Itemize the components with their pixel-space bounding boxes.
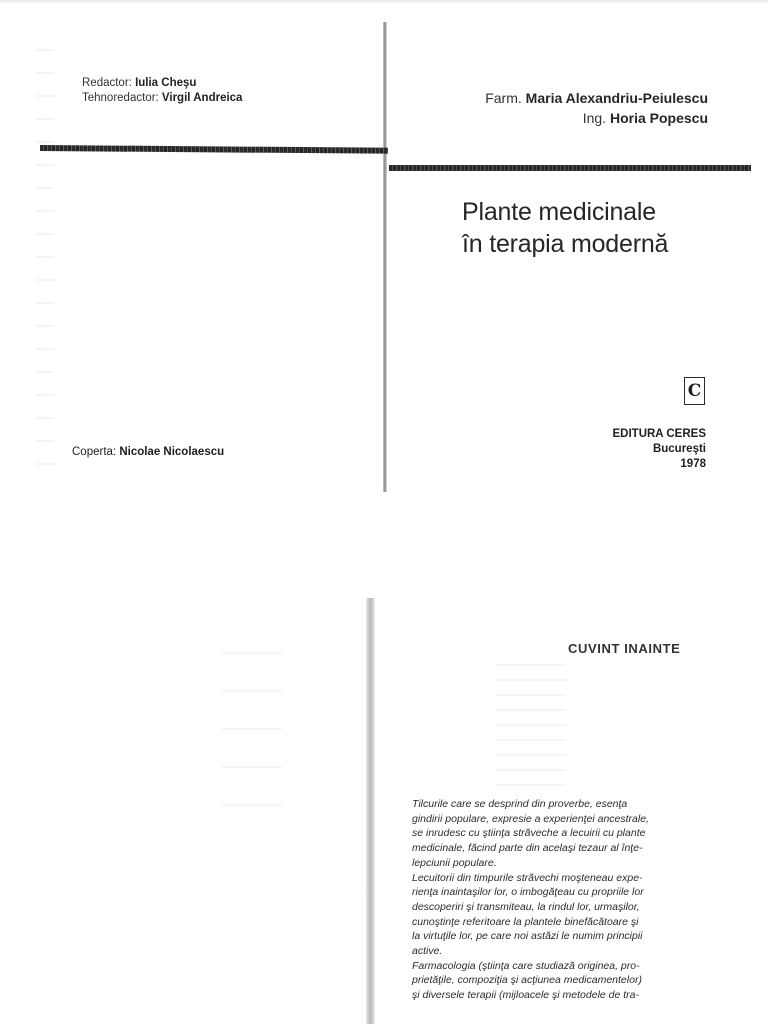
text-line: cunoştinţe referitoare la plantele binefăcătoare şi (412, 915, 639, 928)
text-line: Tilcurile care se desprind din proverbe, esenţa (412, 798, 628, 810)
author-2: Ing. Horia Popescu (582, 110, 708, 126)
credit-layout: Tehnoredactor: Virgil Andreica (82, 92, 243, 104)
book-title (462, 196, 668, 260)
publication-year: 1978 (680, 458, 706, 470)
text-line: medicinale, făcind parte din acelaşi tezaur al înţe- (412, 842, 643, 855)
page-fold-top (383, 22, 387, 492)
text-line: descoperiri şi transmiteau, la rindul lor, urmaşilor, (412, 900, 640, 913)
text-line: gindirii populare, expresie a experienţei ancestrale, (412, 812, 649, 825)
text-line: se inrudesc cu ştiinţa străveche a lecuirii cu plante (412, 827, 646, 840)
publisher-info (613, 427, 707, 472)
text-line: la virtuţile lor, pe care noi astăzi le numim principii (412, 930, 643, 943)
text-line: Lecuitorii din timpurile străvechi moşteneau expe- (412, 871, 643, 884)
book-title-line-2: în terapia modernă (462, 230, 669, 258)
publisher-city: Bucureşti (652, 443, 706, 455)
page-fold-bottom (366, 598, 375, 1024)
credit-editor: Redactor: Iulia Cheşu (82, 77, 197, 89)
foreword-body (412, 797, 694, 1003)
scan-edge (0, 0, 768, 4)
decorative-rule-left (40, 145, 388, 154)
decorative-rule-right (389, 165, 751, 171)
bleed-through-marks (496, 656, 566, 786)
bleed-through-marks (222, 640, 282, 820)
editorial-credits (82, 76, 242, 106)
author-1: Farm. Maria Alexandriu-Peiulescu (485, 90, 708, 106)
text-line: active. (412, 945, 443, 958)
text-line: lepciunii populare. (412, 856, 497, 869)
publisher-name: EDITURA CERES (612, 428, 706, 440)
text-line: Farmacologia (ştiinţa care studiază originea, pro- (412, 959, 640, 972)
authors (485, 88, 708, 128)
text-line: prietăţile, compoziţia şi acţiunea medicamentelor) (412, 974, 642, 987)
cover-credit: Coperta: Nicolae Nicolaescu (72, 446, 225, 458)
text-line: şi diversele terapii (mijloacele şi metodele de tra- (412, 989, 640, 1002)
publisher-logo-icon: C (684, 377, 705, 405)
book-title-line-1: Plante medicinale (462, 198, 656, 226)
text-line: rienţa inaintaşilor lor, o imbogăţeau cu propriile lor (412, 886, 644, 899)
scan-noise (36, 40, 54, 480)
foreword-heading: CUVINT INAINTE (568, 641, 681, 656)
